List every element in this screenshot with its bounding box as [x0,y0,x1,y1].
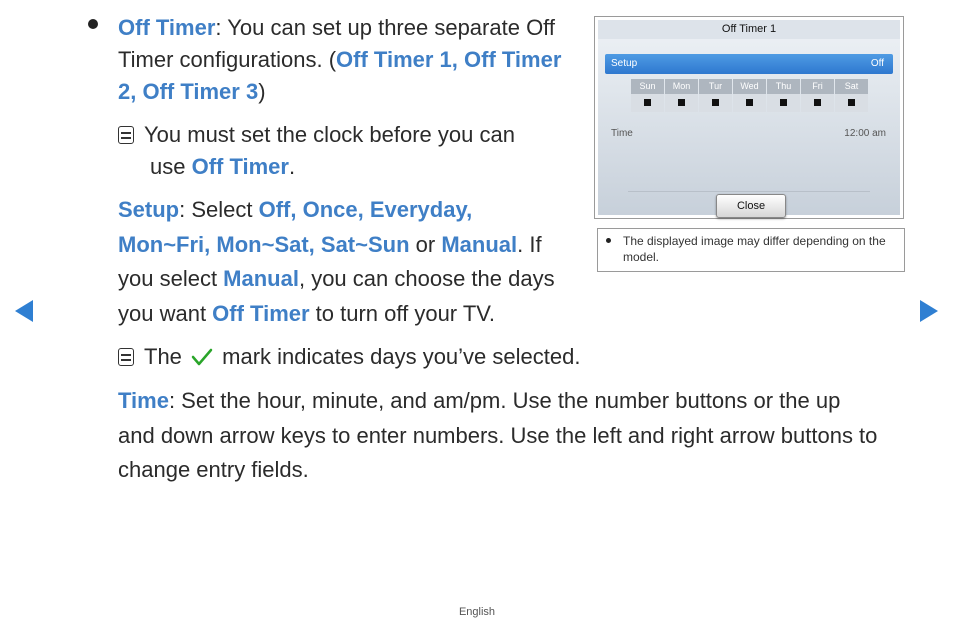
note2-text-1: The [144,344,182,369]
time-term: Time [118,388,169,413]
bullet-hl-2: Off Timer 1, Off Timer [336,47,562,72]
day-label: Sat [835,79,868,94]
note2-text-2: mark indicates days you’ve selected. [222,344,581,369]
day-tue [699,79,732,112]
day-label: Tur [699,79,732,94]
setup-row-label: Setup [611,58,638,69]
setup-text-4: , you can choose the days [298,266,555,291]
bullet-text-3: ) [258,79,266,104]
off-timer-screen [594,16,904,219]
caption-text: The displayed image may differ depending on the model. [623,234,886,264]
setup-off-timer: Off Timer [212,300,310,326]
day-label: Fri [801,79,834,94]
setup-options-1: Off, Once, Everyday, [258,197,473,222]
caption-bullet [606,238,611,243]
day-selector [631,79,869,112]
bullet-hl-3: 2, Off Timer 3 [118,79,259,104]
close-button[interactable]: Close [716,194,786,218]
day-label: Thu [767,79,800,94]
setup-row-value: Off [870,58,884,69]
bullet-dot [88,19,98,29]
screen-title: Off Timer 1 [598,20,900,39]
day-label: Mon [665,79,698,94]
image-caption [597,228,905,272]
day-checkbox[interactable] [767,94,800,112]
divider [628,191,870,192]
setup-options-2: Mon~Fri, Mon~Sat, Sat~Sun [118,231,410,257]
bullet-text-2: Timer configurations. ( [118,47,337,72]
nav-prev-arrow[interactable] [15,300,33,322]
day-checkbox[interactable] [733,94,766,112]
setup-row[interactable] [605,54,893,74]
screen-background [598,20,900,215]
time-line-1: : Set the hour, minute, and am/pm. Use the number buttons or the up [168,388,841,413]
time-paragraph [118,384,918,488]
day-checkbox[interactable] [801,94,834,112]
setup-text-2: . If [517,231,542,257]
setup-term: Setup [118,197,180,222]
day-sat [835,79,868,112]
day-checkbox[interactable] [699,94,732,112]
day-checkbox[interactable] [665,94,698,112]
setup-manual-2: Manual [223,266,299,291]
setup-text-1: : Select [179,197,259,222]
note1-text-1: You must set the clock before you can [144,122,515,147]
day-checkbox[interactable] [631,94,664,112]
note1-text-3: . [288,154,296,179]
day-mon [665,79,698,112]
time-label: Time [611,128,633,139]
note-icon [118,126,134,144]
off-timer-bullet [118,12,588,108]
note-icon [118,348,134,366]
time-line-3: change entry fields. [118,457,309,482]
note1-text-2: use [150,154,192,179]
nav-next-arrow[interactable] [920,300,938,322]
time-value[interactable]: 12:00 am [844,128,886,139]
day-thu [767,79,800,112]
day-label: Sun [631,79,664,94]
day-sun [631,79,664,112]
off-timer-term: Off Timer [118,15,216,40]
bullet-text-1: : You can set up three separate Off [215,15,556,40]
note1-hl: Off Timer [191,154,289,179]
setup-paragraph [118,193,588,331]
day-checkbox[interactable] [835,94,868,112]
footer-language: English [458,606,496,618]
day-fri [801,79,834,112]
setup-manual: Manual [441,231,518,257]
checkmark-icon [190,346,214,368]
time-line-2: and down arrow keys to enter numbers. Use the left and right arrow buttons to [118,422,878,448]
day-wed [733,79,766,112]
note-clock [118,119,568,183]
note-checkmark [118,341,638,373]
setup-text-6: to turn off your TV. [309,300,496,326]
setup-text-3: you select [118,266,224,291]
setup-text-5: you want [118,300,213,326]
setup-or: or [409,231,442,257]
day-label: Wed [733,79,766,94]
